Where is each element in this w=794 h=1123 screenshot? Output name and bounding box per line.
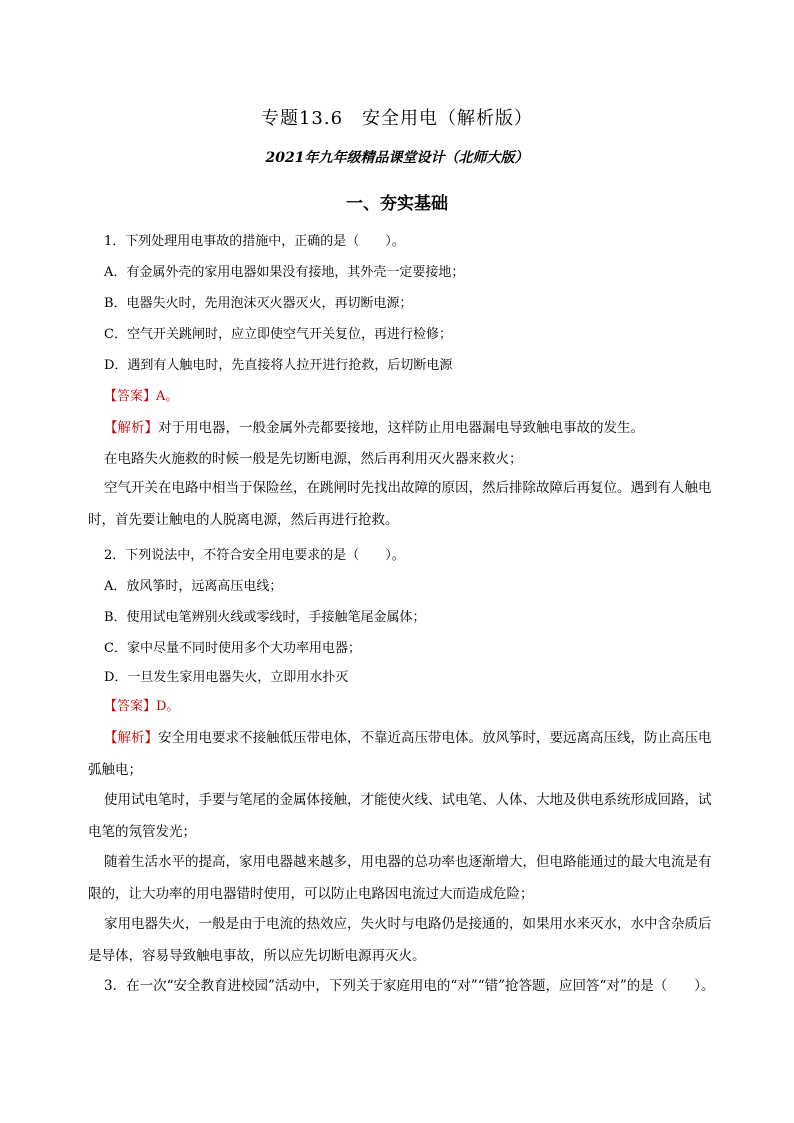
analysis-text: 对于用电器，一般金属外壳都要接地，这样防止用电器漏电导致触电事故的发生。: [158, 420, 644, 436]
question-1-analysis-1: [104, 416, 644, 436]
question-1-answer: [104, 385, 178, 404]
answer-tag: 【答案】: [104, 389, 157, 404]
question-1-stem: 1．下列处理用电事故的措施中，正确的是（ ）。: [104, 234, 405, 249]
question-2-option-d: D．一旦发生家用电器失火，立即用水扑灭: [104, 670, 349, 685]
question-1-analysis-3: 空气开关在电路中相当于保险丝，在跳闸时先找出故障的原因，然后排除故障后再复位。遇到有人触电时，首先要让触电的人脱离电源，然后再进行抢救。: [88, 480, 712, 528]
document-title: 专题13.6 安全用电（解析版）: [260, 108, 534, 129]
section-heading: 一、夯实基础: [346, 194, 448, 214]
question-2-stem: 2．下列说法中，不符合安全用电要求的是（ ）。: [104, 548, 405, 563]
answer-value: A。: [156, 389, 179, 404]
question-1-analysis-2: 在电路失火施救的时候一般是先切断电源，然后再利用灭火器来救火；: [104, 451, 523, 467]
analysis-tag: 【解析】: [104, 730, 158, 746]
question-1-option-d: D．遇到有人触电时，先直接将人拉开进行抢救，后切断电源: [104, 358, 453, 373]
question-1-option-b: B．电器失火时，先用泡沫灭火器灭火，再切断电源；: [104, 296, 413, 311]
question-2-option-b: B．使用试电笔辨别火线或零线时，手接触笔尾金属体；: [104, 610, 426, 625]
question-2-option-c: C．家中尽量不同时使用多个大功率用电器；: [104, 641, 361, 656]
analysis-text: 安全用电要求不接触低压带电体，不靠近高压带电体。放风筝时，要远离高压线，防止高压电弧触电；: [88, 730, 712, 778]
answer-value: D。: [156, 699, 180, 714]
question-2-option-a: A．放风筝时，远离高压电线；: [104, 579, 283, 594]
question-2-analysis-3: 随着生活水平的提高，家用电器越来越多，用电器的总功率也逐渐增大，但电路能通过的最大电流是有限的，让大功率的用电器错时使用，可以防止电路因电流过大而造成危险；: [88, 854, 712, 902]
question-2-answer: [104, 695, 179, 714]
answer-tag: 【答案】: [104, 699, 157, 714]
question-2-analysis-1: [88, 722, 724, 786]
question-2-analysis-4: 家用电器失火，一般是由于电流的热效应，失火时与电路仍是接通的，如果用水来灭水，水中含杂质后是导体，容易导致触电事故，所以应先切断电源再灭火。: [88, 916, 712, 964]
question-1-option-a: A．有金属外壳的家用电器如果没有接地，其外壳一定要接地；: [104, 265, 465, 280]
question-1-option-c: C．空气开关跳闸时，应立即使空气开关复位，再进行检修；: [104, 327, 452, 342]
question-3-stem: 3．在一次“安全教育进校园”活动中，下列关于家庭用电的“对”“错”抢答题，应回答“对”的是（ ）。: [104, 978, 715, 994]
document-subtitle: 2021年九年级精品课堂设计（北师大版）: [265, 150, 529, 166]
question-2-analysis-2: 使用试电笔时，手要与笔尾的金属体接触，才能使火线、试电笔、人体、大地及供电系统形成回路，试电笔的氖管发光；: [88, 792, 712, 840]
analysis-tag: 【解析】: [104, 420, 158, 436]
